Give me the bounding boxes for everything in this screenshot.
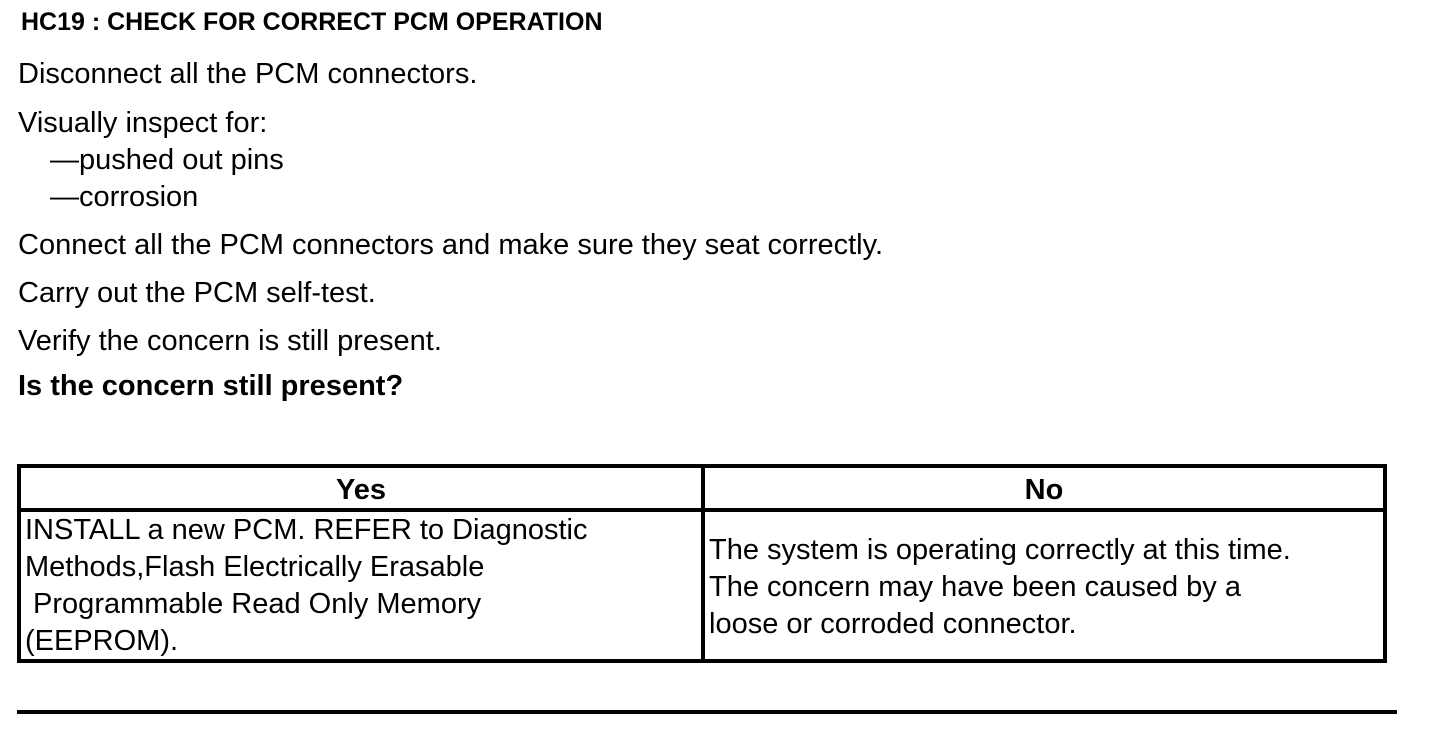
section-end-rule [17,710,1397,714]
yes-action-line: (EEPROM). [25,625,179,657]
table-header-yes: Yes [336,474,386,506]
instruction-self-test: Carry out the PCM self-test. [18,277,376,309]
no-action-line: loose or corroded connector. [709,608,1077,640]
instruction-inspect: Visually inspect for: [18,107,268,139]
instruction-verify: Verify the concern is still present. [18,325,442,357]
no-action-cell [709,532,1381,643]
table-header-no: No [1024,474,1064,506]
inspect-item-pushed-out-pins: —pushed out pins [50,144,284,176]
instruction-disconnect: Disconnect all the PCM connectors. [18,58,478,90]
yes-action-cell [25,512,697,660]
step-heading: HC19 : CHECK FOR CORRECT PCM OPERATION [21,8,603,36]
instruction-connect: Connect all the PCM connectors and make sure they seat correctly. [18,229,884,261]
decision-table [17,464,1387,663]
inspect-item-corrosion: —corrosion [50,181,199,213]
yes-action-line: Methods,Flash Electrically Erasable [25,551,485,583]
no-action-line: The system is operating correctly at this time. [709,534,1291,566]
yes-action-line: Programmable Read Only Memory [25,588,482,620]
no-action-line: The concern may have been caused by a [709,571,1241,603]
decision-question: Is the concern still present? [18,370,404,402]
yes-action-line: INSTALL a new PCM. REFER to Diagnostic [25,514,588,546]
